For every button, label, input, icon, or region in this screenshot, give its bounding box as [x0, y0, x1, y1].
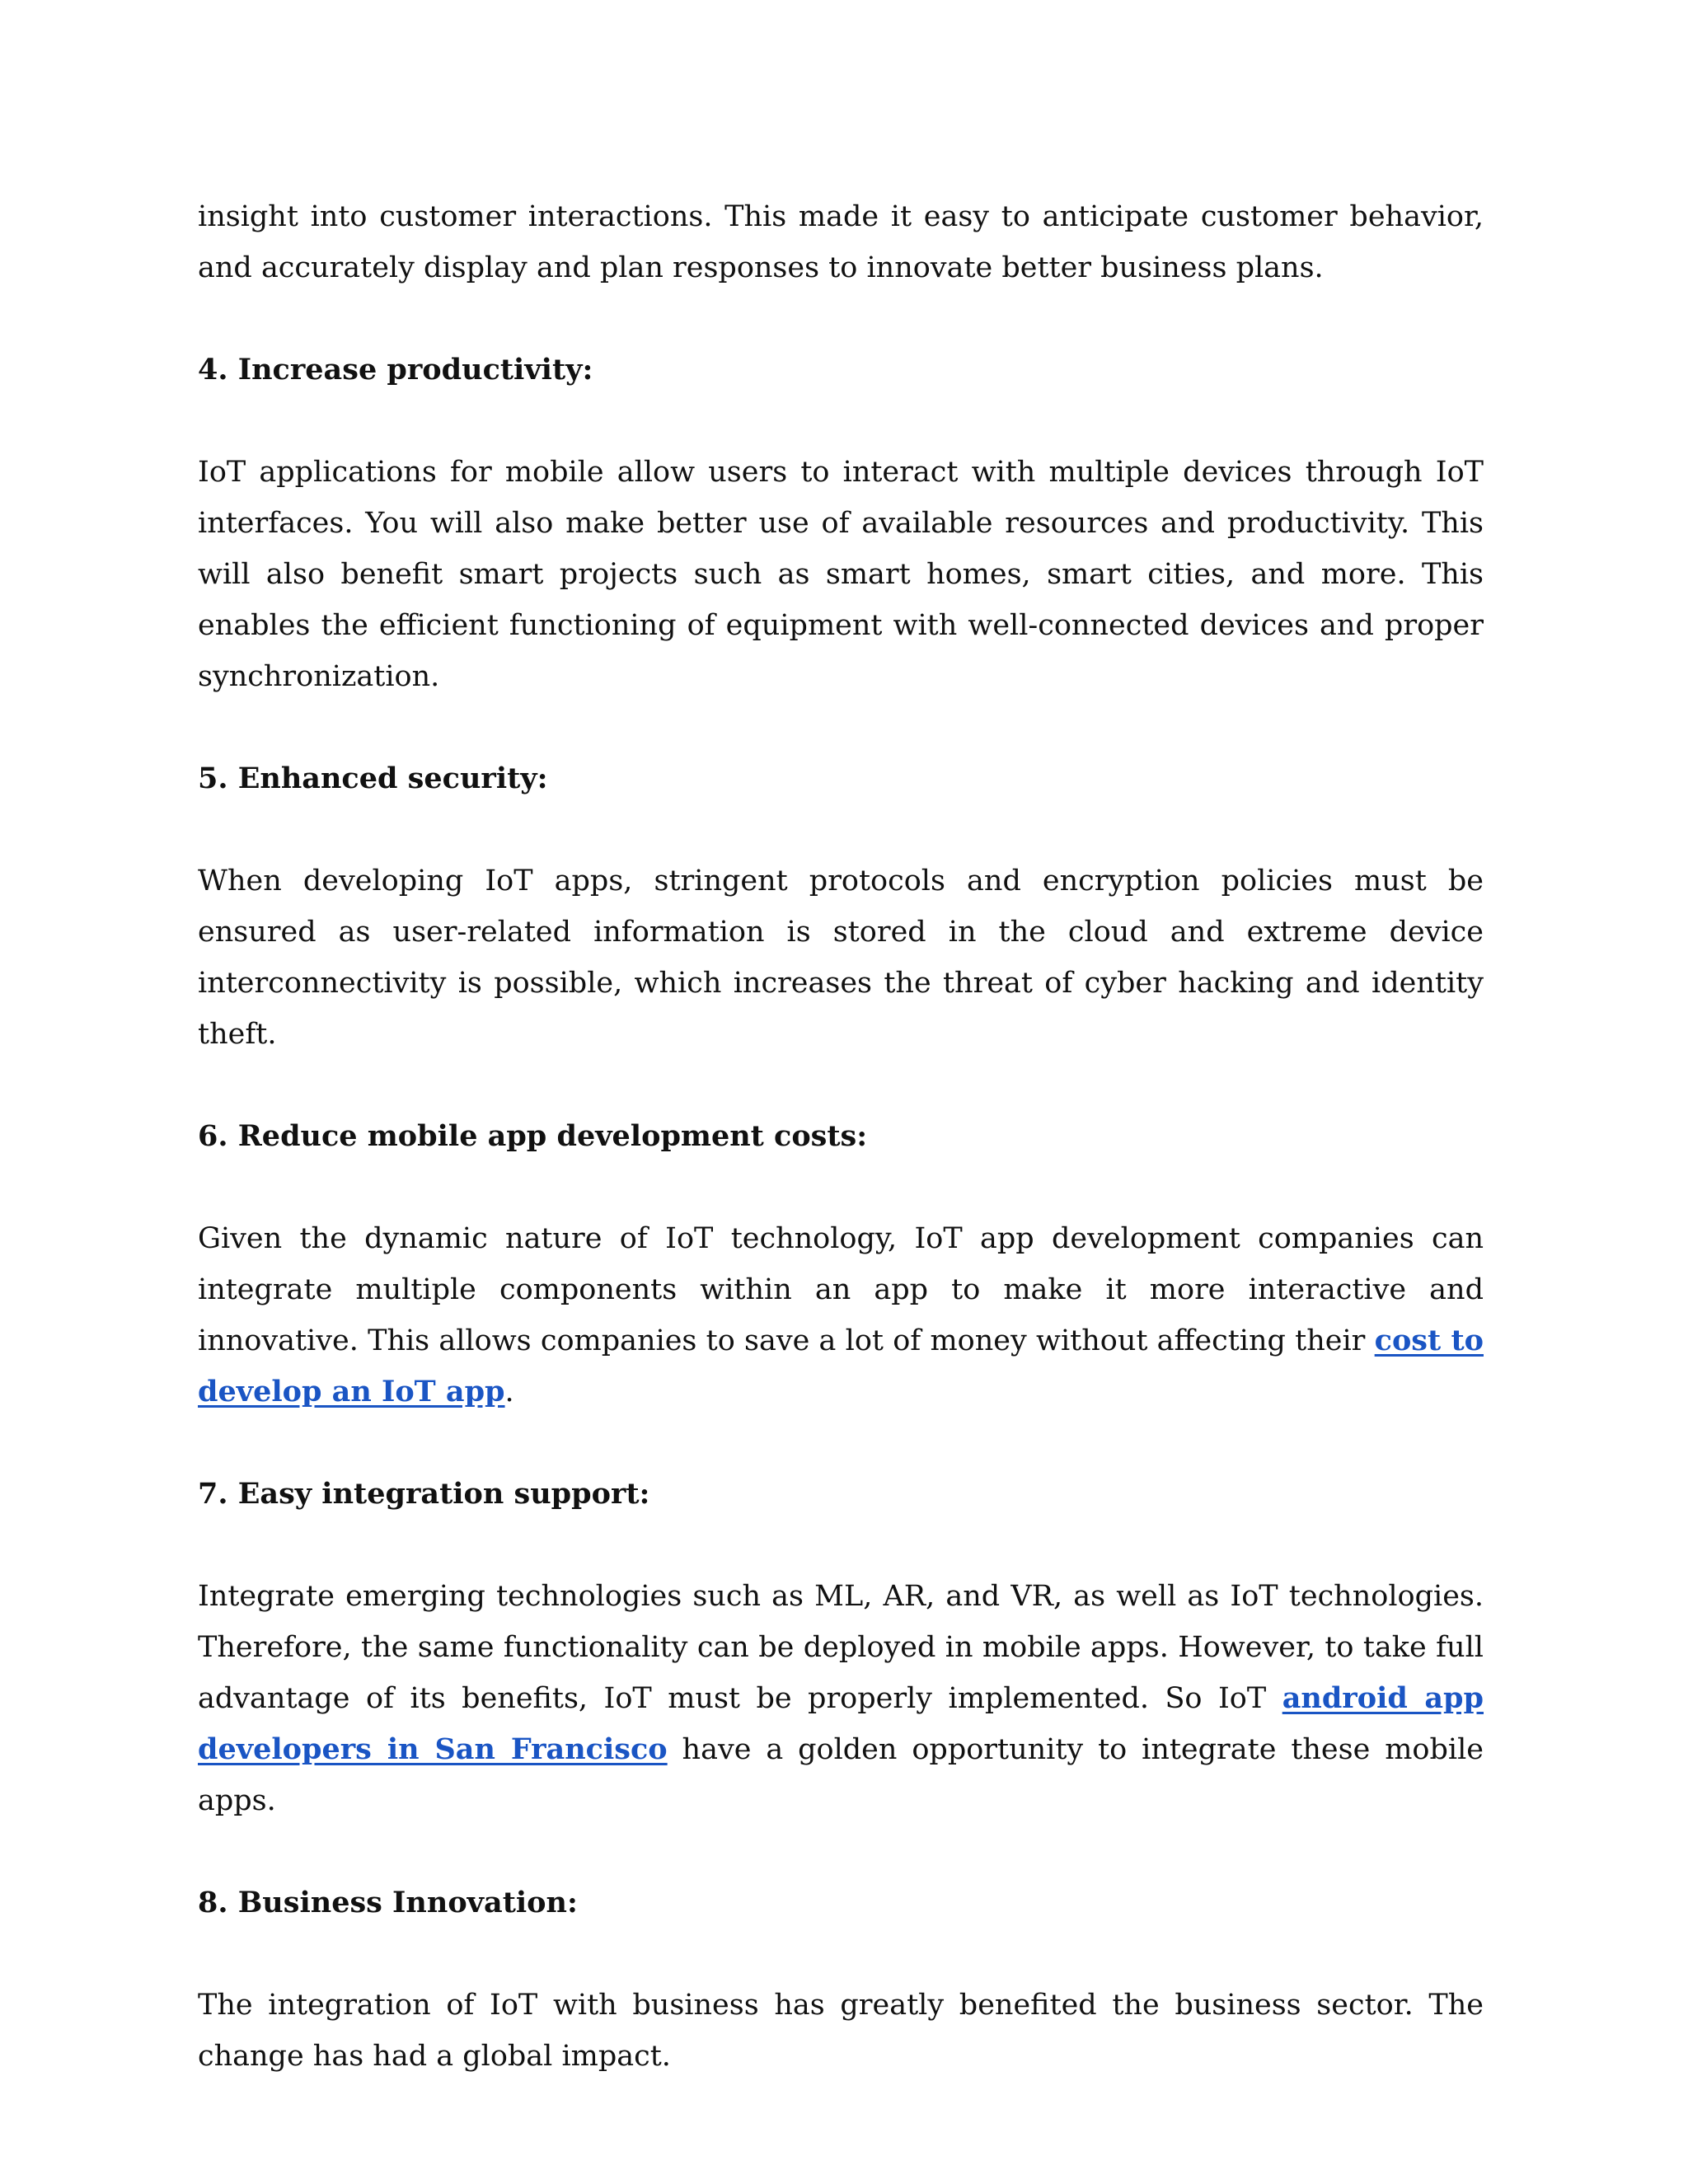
paragraph-easy-integration-end: have a golden opportunity to integrate these mobile apps.: [198, 1733, 1484, 1817]
android-app-developers-link[interactable]: android app developers in San Francisco: [198, 1681, 1484, 1766]
document-page: [198, 191, 1484, 2133]
paragraph-reduce-costs: [198, 1213, 1484, 1418]
heading-business-innovation: 8. Business Innovation:: [198, 1886, 578, 1919]
heading-easy-integration: 7. Easy integration support:: [198, 1477, 650, 1511]
heading-increase-productivity: 4. Increase productivity:: [198, 353, 593, 387]
cost-to-develop-iot-app-link[interactable]: cost to develop an IoT app: [198, 1324, 1484, 1408]
paragraph-business-innovation: The integration of IoT with business has greatly benefited the business sector. The change has had a global impact.: [198, 1989, 1484, 2073]
paragraph-reduce-costs-end: .: [504, 1376, 514, 1408]
paragraph-easy-integration: [198, 1571, 1484, 1826]
paragraph-easy-integration-text: Integrate emerging technologies such as ML, AR, and VR, as well as IoT technologies. Therefore, the same functionality can be deployed in mobile apps. However, to take full advantage of its benefits, IoT must be properly implemented. So IoT: [198, 1580, 1484, 1715]
heading-enhanced-security: 5. Enhanced security:: [198, 762, 548, 795]
paragraph-enhanced-security: When developing IoT apps, stringent protocols and encryption policies must be ensured as user-related information is stored in the cloud and extreme device interconnectivity is possible, which increases the threat of cyber hacking and identity theft.: [198, 865, 1484, 1051]
intro-paragraph: insight into customer interactions. This made it easy to anticipate customer behavior, and accurately display and plan responses to innovate better business plans.: [198, 200, 1484, 284]
paragraph-increase-productivity: IoT applications for mobile allow users to interact with multiple devices through IoT interfaces. You will also make better use of available resources and productivity. This will also benefit smart projects such as smart homes, smart cities, and more. This enables the efficient functioning of equipment with well-connected devices and proper synchronization.: [198, 456, 1484, 693]
paragraph-reduce-costs-text: Given the dynamic nature of IoT technology, IoT app development companies can integrate multiple components within an app to make it more interactive and innovative. This allows companies to save a lot of money without affecting their: [198, 1222, 1484, 1357]
heading-reduce-costs: 6. Reduce mobile app development costs:: [198, 1119, 868, 1153]
